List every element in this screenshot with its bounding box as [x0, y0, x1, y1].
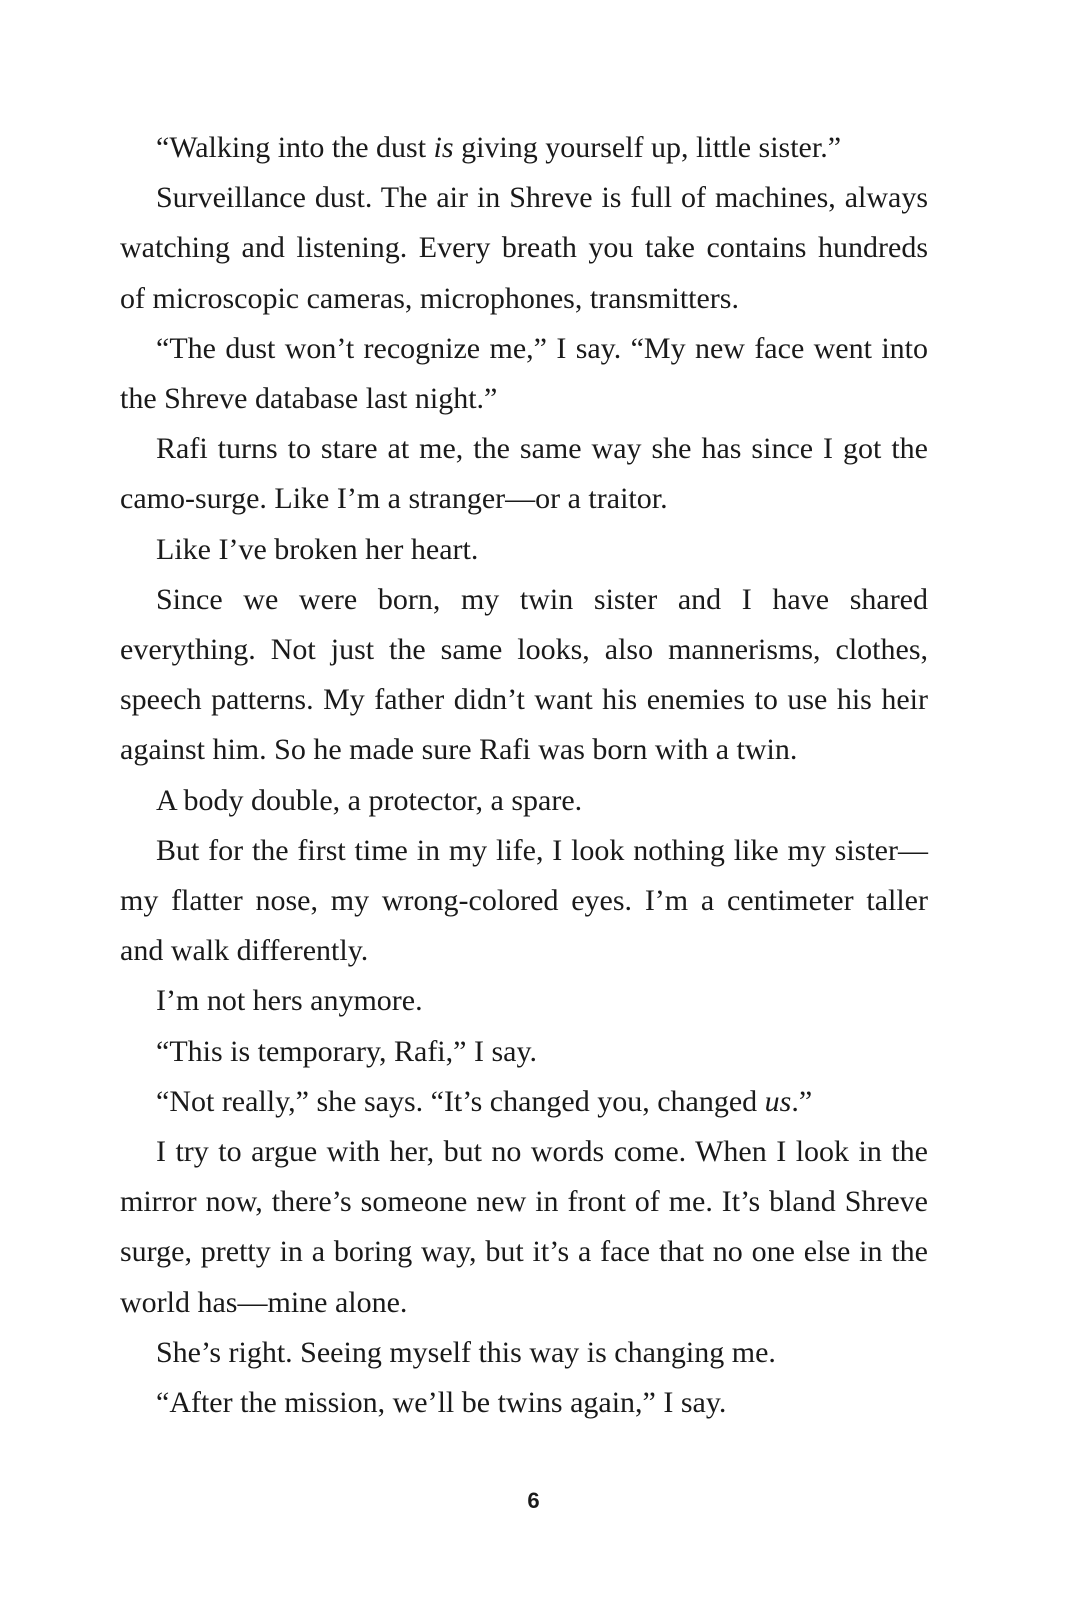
- text-run: “After the mission, we’ll be twins again,” I say.: [156, 1386, 727, 1420]
- paragraph: [120, 575, 928, 776]
- text-run: .”: [791, 1084, 813, 1118]
- text-run: giving yourself up, little sister.”: [453, 131, 842, 164]
- paragraph: [120, 826, 928, 977]
- paragraph: [120, 525, 928, 575]
- text-run: Since we were born, my twin sister and I have shared everything. Not just the same looks, also mannerisms, clothes, speech patterns. My father didn’t want his enemies to use his heir against him. So he made sure Rafi was born with a twin.: [120, 582, 928, 767]
- page-body: [120, 123, 928, 1428]
- italic-emphasis: is: [433, 131, 454, 164]
- paragraph: [120, 1027, 928, 1077]
- text-run: “This is temporary, Rafi,” I say.: [156, 1034, 537, 1068]
- paragraph: [120, 324, 928, 424]
- text-run: Rafi turns to stare at me, the same way she has since I got the camo-surge. Like I’m a stranger—or a traitor.: [120, 432, 928, 516]
- paragraph: [120, 123, 928, 173]
- page-number: 6: [527, 1488, 540, 1513]
- text-run: “Walking into the dust: [156, 131, 434, 164]
- text-run: I’m not hers anymore.: [156, 984, 423, 1018]
- text-run: “Not really,” she says. “It’s changed you, changed: [156, 1084, 765, 1118]
- text-run: Surveillance dust. The air in Shreve is full of machines, always watching and listening. Every breath you take contains hundreds of microscopic cameras, microphones, transmitters.: [120, 181, 928, 315]
- paragraph: [120, 976, 928, 1026]
- italic-emphasis: us: [764, 1084, 792, 1118]
- text-run: I try to argue with her, but no words come. When I look in the mirror now, there’s someone new in front of me. It’s bland Shreve surge, pretty in a boring way, but it’s a face that no one else in the world has—mine alone.: [120, 1135, 928, 1319]
- text-run: “The dust won’t recognize me,” I say. “My new face went into the Shreve database last night.”: [120, 331, 928, 416]
- text-run: She’s right. Seeing myself this way is changing me.: [156, 1335, 776, 1369]
- paragraph: [120, 1077, 928, 1127]
- text-run: But for the first time in my life, I look nothing like my sister—my flatter nose, my wrong-colored eyes. I’m a centimeter taller and walk differently.: [120, 833, 928, 968]
- paragraph: [120, 1127, 928, 1328]
- paragraph: [120, 173, 928, 324]
- paragraph: [120, 1378, 928, 1428]
- paragraph: [120, 776, 928, 826]
- text-run: A body double, a protector, a spare.: [156, 783, 583, 817]
- paragraph: [120, 1328, 928, 1378]
- paragraph: [120, 424, 928, 524]
- text-run: Like I’ve broken her heart.: [156, 532, 479, 566]
